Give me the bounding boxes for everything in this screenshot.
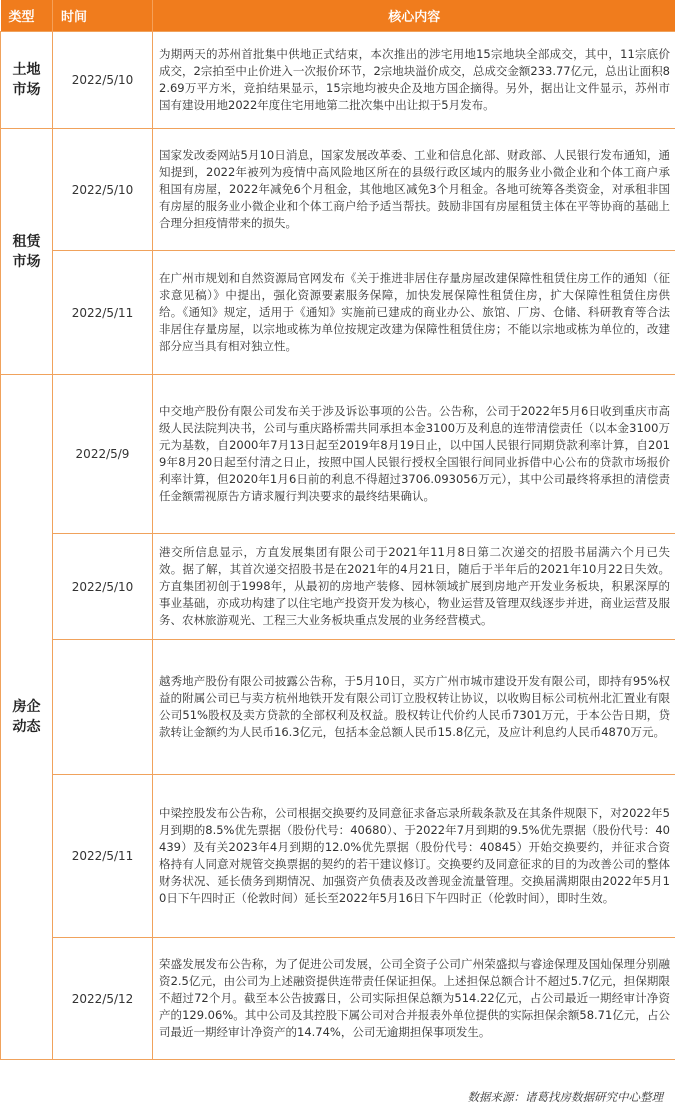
table-row <box>1 640 675 775</box>
row-content: 国家发改委网站5月10日消息，国家发展改革委、工业和信息化部、财政部、人民银行发布通知，通知提到，2022年被列为疫情中高风险地区所在的县级行政区域内的服务业小微企业和个体工商户承租国有房屋，2022年减免6个月租金，其他地区减免3个月租金。各地可统筹各类资金，对承租非国有房屋的服务业小微企业和个体工商户给予适当帮扶。鼓励非国有房屋租赁主体在平等协商的基础上合理分担疫情带来的损失。 <box>153 129 675 251</box>
table-row <box>1 32 675 129</box>
category-developer <box>1 375 53 1060</box>
table-row <box>1 938 675 1060</box>
row-content: 中梁控股发布公告称，公司根据交换要约及同意征求备忘录所载条款及在其条件规限下，对2022年5月到期的8.5%优先票据（股份代号：40680）、于2022年7月到期的9.5%优先票据（股份代号：40439）及有关2023年4月到期的12.0%优先票据（股份代号：40845）开始交换要约，并征求合资格持有人同意对规管交换票据的契约的若干建议修订。交换要约及同意征求的目的为改善公司的整体财务状况、延长债务到期情况、加强资产负债表及改善现金流量管理。交换届满期限由2022年5月10日下午四时正（伦敦时间）延长至2022年5月16日下午四时正（伦敦时间），即时生效。 <box>153 775 675 938</box>
row-content: 荣盛发展发布公告称，为了促进公司发展，公司全资子公司广州荣盛拟与睿途保理及国灿保理分别融资2.5亿元，由公司为上述融资提供连带责任保证担保。上述担保总额合计不超过5.7亿元，担保期限不超过72个月。截至本公告披露日，公司实际担保总额为514.22亿元，占公司最近一期经审计净资产的129.06%。其中公司及其控股下属公司对合并报表外单位提供的实际担保余额58.71亿元，占公司最近一期经审计净资产的14.74%，公司无逾期担保事项发生。 <box>153 938 675 1060</box>
table-row <box>1 375 675 534</box>
row-content: 在广州市规划和自然资源局官网发布《关于推进非居住存量房屋改建保障性租赁住房工作的通知（征求意见稿）》中提出，强化资源要素服务保障，加快发展保障性租赁住房，扩大保障性租赁住房供给。《通知》规定，适用于《通知》实施前已建成的商业办公、旅馆、厂房、仓储、科研教育等合法非居住存量房屋，以宗地或栋为单位按规定改建为保障性租赁住房；不能以宗地或栋为单位的，改建部分应当具有相对独立性。 <box>153 251 675 375</box>
category-label: 租赁市场 <box>12 233 41 270</box>
category-label: 房企动态 <box>12 699 41 735</box>
row-date: 2022/5/11 <box>53 775 153 938</box>
row-date: 2022/5/12 <box>53 938 153 1060</box>
row-date: 2022/5/9 <box>53 375 153 534</box>
table-row <box>1 775 675 938</box>
header-type: 类型 <box>1 0 53 32</box>
row-date <box>53 640 153 775</box>
header-time: 时间 <box>53 0 153 32</box>
data-source-note: 数据来源：诸葛找房数据研究中心整理 <box>467 1090 663 1104</box>
category-rental <box>1 129 53 375</box>
table-header-row <box>1 0 675 32</box>
row-content: 中交地产股份有限公司发布关于涉及诉讼事项的公告。公告称，公司于2022年5月6日收到重庆市高级人民法院判决书，公司与重庆路桥需共同承担本金3100万及利息的连带清偿责任（以本金3100万元为基数，自2000年7月13日起至2019年8月19日止，以中国人民银行同期贷款利率计算，自2019年8月20日起至付清之日止，按照中国人民银行授权全国银行间同业拆借中心公布的贷款市场报价利率计算，但2020年1月6日前的利息不得超过3706.093056万元），其中公司最终将承担的清偿责任金额需视原告方请求履行判决要求的最终结果确认。 <box>153 375 675 534</box>
row-date: 2022/5/11 <box>53 251 153 375</box>
header-content: 核心内容 <box>153 0 675 32</box>
row-date: 2022/5/10 <box>53 129 153 251</box>
row-date: 2022/5/10 <box>53 32 153 129</box>
row-content: 越秀地产股份有限公司披露公告称，于5月10日，买方广州市城市建设开发有限公司，即持有95%权益的附属公司已与卖方杭州地铁开发有限公司订立股权转让协议，以收购目标公司杭州北汇置业有限公司51%股权及卖方贷款的全部权利及权益。股权转让代价约人民币7301万元，于本公告日期，贷款转让金额约为人民币16.3亿元，包括本金总额人民币15.8亿元，及应计利息约人民币4870万元。 <box>153 640 675 775</box>
row-content: 港交所信息显示，方直发展集团有限公司于2021年11月8日第二次递交的招股书届满六个月已失效。据了解，其首次递交招股书是在2021年的4月21日，随后于半年后的2021年10月22日失效。方直集团初创于1998年，从最初的房地产装修、园林领域扩展到房地产开发业务板块，积累深厚的事业基础，亦成功构建了以住宅地产投资开发为核心，物业运营及管理双线逐步并进，商业运营及服务、农林旅游观光、工程三大业务板块重点发展的业务经营模式。 <box>153 534 675 640</box>
table-row <box>1 534 675 640</box>
category-label: 土地市场 <box>12 62 41 98</box>
row-content: 为期两天的苏州首批集中供地正式结束，本次推出的涉宅用地15宗地块全部成交，其中，11宗底价成交，2宗拍至中止价进入一次报价环节，2宗地块溢价成交，总成交金额233.77亿元，总出让面积82.69万平方米，竞拍结果显示，15宗地均被央企及地方国企摘得。另外，据出让文件显示，苏州市国有建设用地2022年度住宅用地第二批次集中出让拟于5月发布。 <box>153 32 675 129</box>
table-row <box>1 251 675 375</box>
category-land <box>1 32 53 129</box>
table-row <box>1 129 675 251</box>
row-date: 2022/5/10 <box>53 534 153 640</box>
